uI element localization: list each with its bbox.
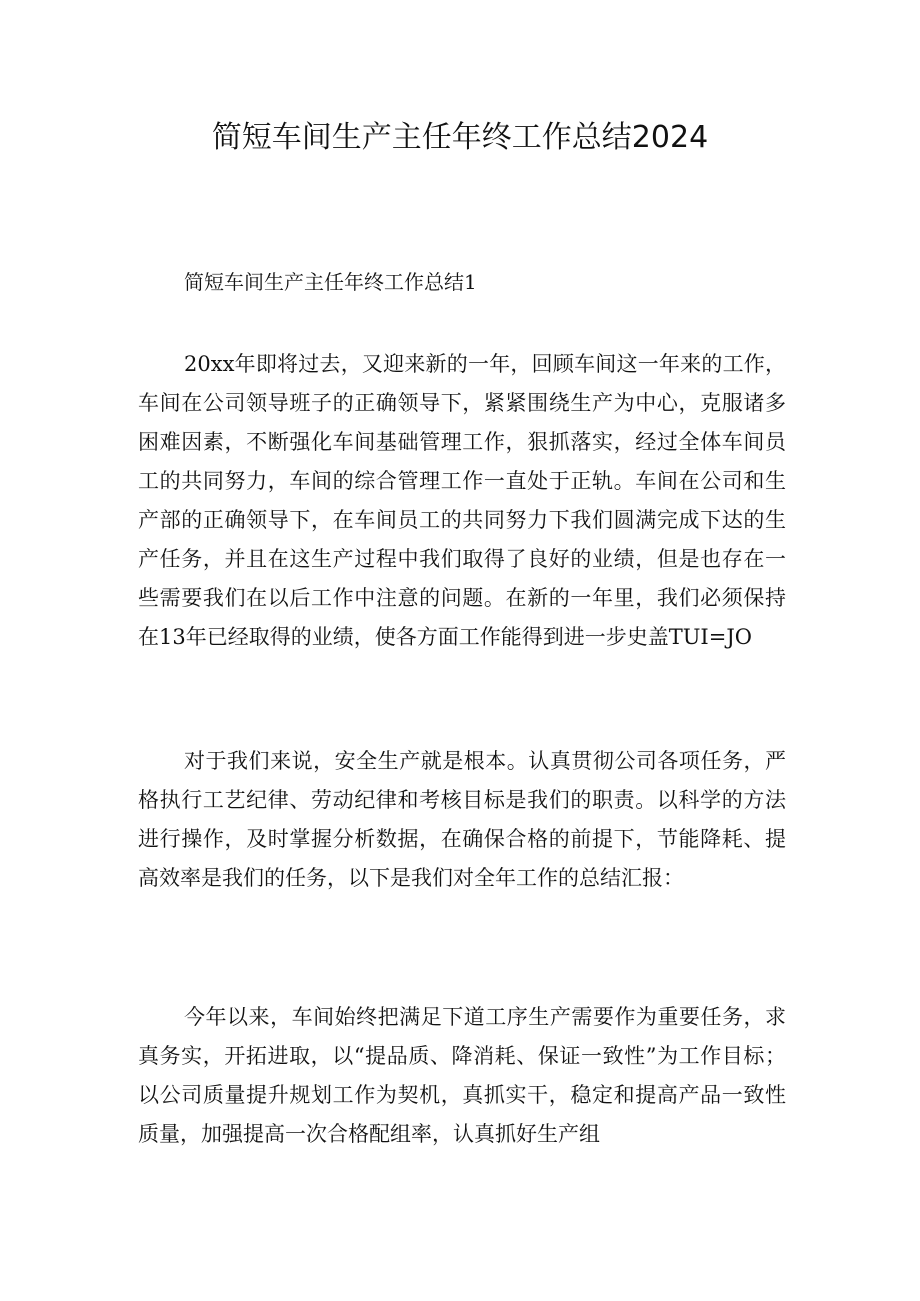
document-title: 简短车间生产主任年终工作总结2024 — [211, 120, 709, 155]
section-heading: 简短车间生产主任年终工作总结1 — [184, 270, 477, 294]
paragraph-3: 今年以来，车间始终把满足下道工序生产需要作为重要任务，求真务实，开拓进取，以“提品质、降消耗、保证一致性”为工作目标；以公司质量提升规划工作为契机，真抓实干，稳定和提高产品一致性质量，加强提高一次合格配组率，认真抓好生产组 — [138, 1005, 786, 1146]
paragraph-1: 20xx年即将过去，又迎来新的一年，回顾车间这一年来的工作，车间在公司领导班子的正确领导下，紧紧围绕生产为中心，克服诸多困难因素，不断强化车间基础管理工作，狠抓落实，经过全体车间员工的共同努力，车间的综合管理工作一直处于正轨。车间在公司和生产部的正确领导下，在车间员工的共同努力下我们圆满完成下达的生产任务，并且在这生产过程中我们取得了良好的业绩，但是也存在一些需要我们在以后工作中注意的问题。在新的一年里，我们必须保持在13年已经取得的业绩，使各方面工作能得到进一步史盖TUI=JO — [138, 352, 786, 649]
paragraph-2: 对于我们来说，安全生产就是根本。认真贯彻公司各项任务，严格执行工艺纪律、劳动纪律和考核目标是我们的职责。以科学的方法进行操作，及时掌握分析数据，在确保合格的前提下，节能降耗、提高效率是我们的任务，以下是我们对全年工作的总结汇报： — [138, 749, 786, 890]
